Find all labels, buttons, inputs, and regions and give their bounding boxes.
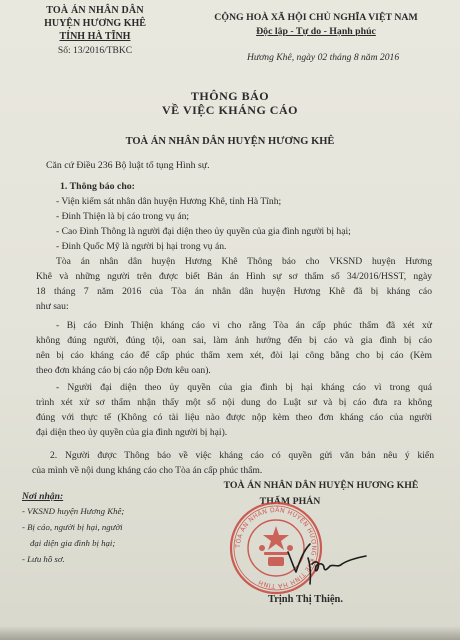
recipient-item: - Đinh Quốc Mỹ là người bị hại trong vụ án. bbox=[56, 241, 227, 252]
page-bottom-shadow bbox=[0, 626, 460, 640]
signer-organization: TOÀ ÁN NHÂN DÂN HUYỆN HƯƠNG KHÊ bbox=[223, 480, 419, 491]
signature bbox=[284, 538, 370, 586]
svg-text:TÒA ÁN NHÂN DÂN HUYỆN HƯƠNG KH: TÒA ÁN NHÂN DÂN HUYỆN HƯƠNG KHÊ TỈNH HÀ TĨNH bbox=[234, 506, 318, 590]
paragraph-line: trình xét xử sơ thẩm nhận thấy một số nội dung do Luật sư và bị cáo đưa ra không bbox=[36, 397, 432, 408]
section1-heading: 1. Thông báo cho: bbox=[60, 181, 135, 192]
recipients-item: - Lưu hồ sơ. bbox=[22, 554, 65, 564]
issuing-court: TOÀ ÁN NHÂN DÂN HUYỆN HƯƠNG KHÊ bbox=[125, 136, 335, 147]
recipients-item: - Bị cáo, người bị hại, người bbox=[22, 522, 123, 532]
section2-line: của mình về nội dung kháng cáo cho Tòa án cấp phúc thẩm. bbox=[32, 465, 263, 476]
header-left-line1: TOÀ ÁN NHÂN DÂN bbox=[46, 5, 144, 16]
paragraph-line: Khê và những người trên được biết Bản án Hình sự sơ thẩm số 34/2016/HSST, ngày bbox=[36, 271, 432, 282]
recipient-item: - Đinh Thiện là bị cáo trong vụ án; bbox=[56, 211, 190, 222]
paragraph-line: đại diện theo ủy quyền của gia đình người bị hại). bbox=[36, 427, 228, 438]
paragraph-line: không đúng người, đúng tội, oan sai, làm ảnh hưởng đến bị cáo và gia đình bị cáo bbox=[36, 335, 432, 346]
document-date: Hương Khê, ngày 02 tháng 8 năm 2016 bbox=[247, 52, 400, 63]
paragraph-line: nên bị cáo kháng cáo để cấp phúc thẩm xem xét, đòi lại công bằng cho bị cáo (Kèm bbox=[36, 350, 432, 361]
header-right-line2: Độc lập - Tự do - Hạnh phúc bbox=[256, 26, 376, 37]
paragraph-line: đúng với thực tế (Không có tài liệu nào được nộp kèm theo đơn kháng cáo của người bbox=[36, 412, 432, 423]
paragraph-line: - Bị cáo Đinh Thiện kháng cáo vì cho rằng Tòa án cấp phúc thẩm đã xét xử bbox=[56, 320, 432, 331]
recipients-item: đại diện gia đình bị hại; bbox=[30, 538, 116, 548]
recipients-heading: Nơi nhận: bbox=[22, 491, 64, 502]
signer-role: THẨM PHÁN bbox=[259, 496, 321, 507]
signer-name: Trịnh Thị Thiện. bbox=[268, 594, 343, 605]
paragraph-line: - Người đại diện theo ủy quyền của gia đình bị hại kháng cáo vì trong quá bbox=[56, 382, 432, 393]
header-right-line1: CỘNG HOÀ XÃ HỘI CHỦ NGHĨA VIỆT NAM bbox=[214, 12, 418, 23]
title-line1: THÔNG BÁO bbox=[190, 89, 270, 103]
title-line2: VỀ VIỆC KHÁNG CÁO bbox=[162, 103, 298, 117]
paragraph-line: 18 tháng 7 năm 2016 của Tòa án nhân dân huyện Hương Khê đã bị kháng cáo bbox=[36, 286, 432, 297]
recipients-item: - VKSND huyện Hương Khê; bbox=[22, 506, 125, 516]
section2-line: 2. Người được Thông báo về việc kháng cáo có quyền gửi văn bản nêu ý kiến bbox=[50, 450, 434, 461]
paragraph-line: như sau: bbox=[36, 301, 69, 312]
recipient-item: - Viện kiểm sát nhân dân huyện Hương Khê, tỉnh Hà Tĩnh; bbox=[56, 196, 282, 207]
header-left-line3: TỈNH HÀ TĨNH bbox=[59, 31, 131, 42]
document-number: Số: 13/2016/TBKC bbox=[57, 46, 133, 56]
paragraph-line: Tòa án nhân dân huyện Hương Khê Thông báo cho VKSND huyện Hương bbox=[56, 256, 432, 267]
paragraph-line: theo đơn kháng cáo bị cáo nộp Đơn kêu oan). bbox=[36, 365, 211, 376]
recipient-item: - Cao Đình Thông là người đại diện theo ủy quyền của gia đình người bị hại; bbox=[56, 226, 351, 237]
legal-basis: Căn cứ Điều 236 Bộ luật tố tụng Hình sự. bbox=[46, 160, 210, 171]
header-left-line2: HUYỆN HƯƠNG KHÊ bbox=[44, 18, 146, 29]
